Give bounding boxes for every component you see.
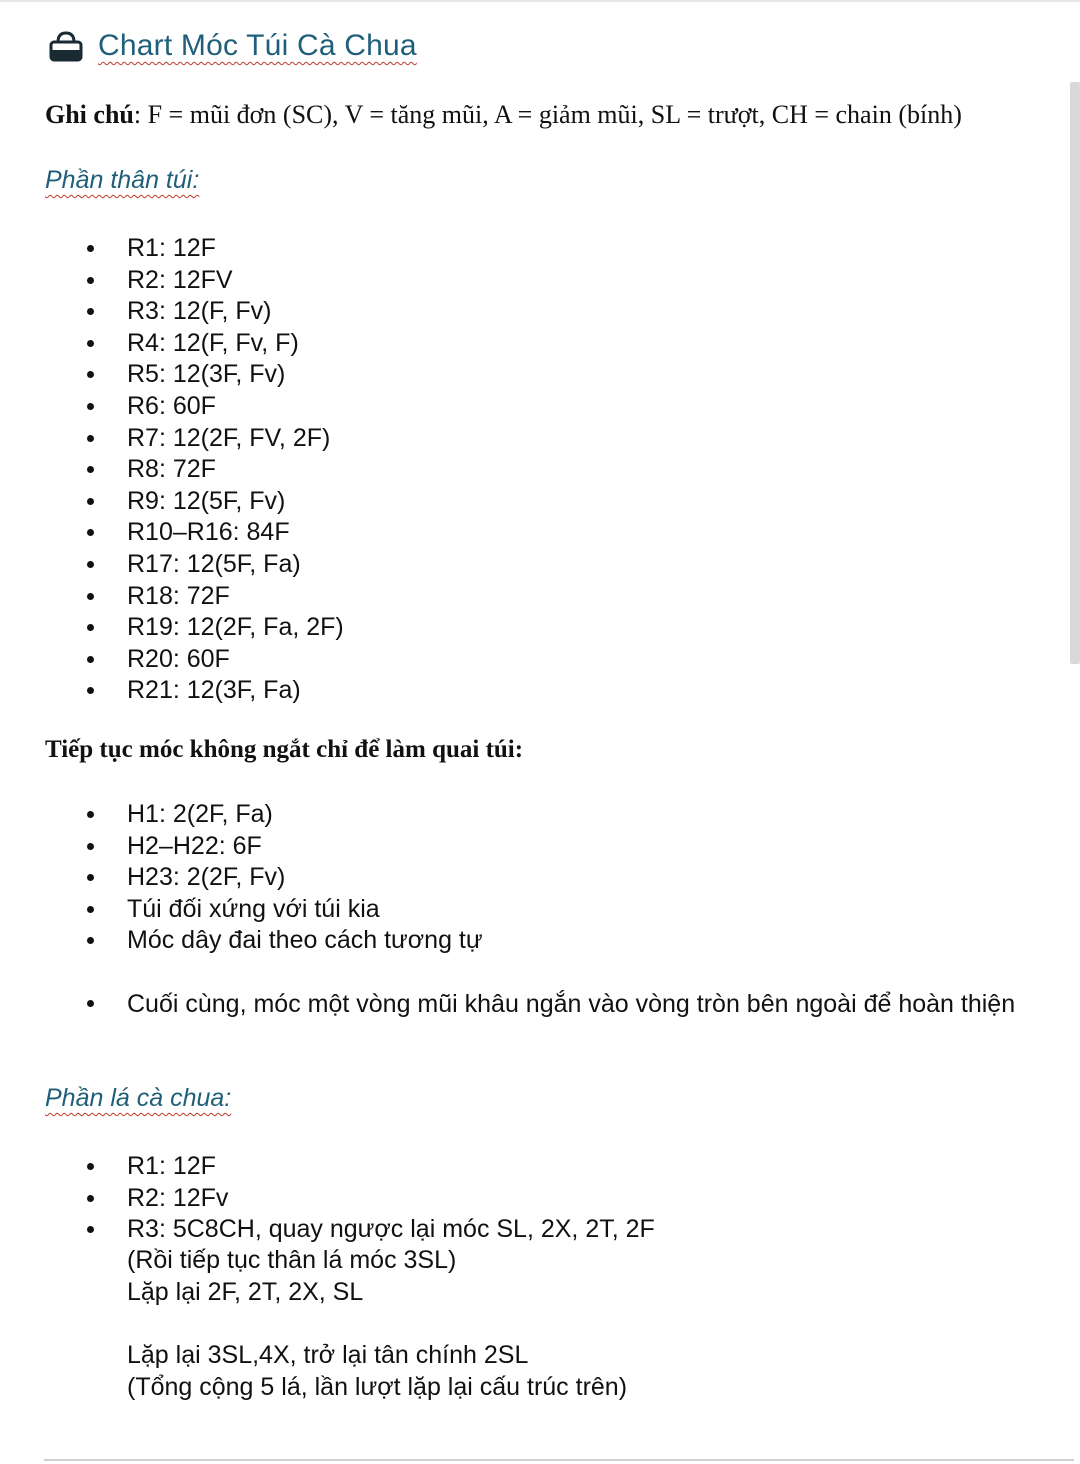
list-item: R18: 72F [0, 581, 344, 613]
list-item: R7: 12(2F, FV, 2F) [0, 423, 344, 455]
leaf-repeat [127, 1340, 627, 1403]
list-item: R17: 12(5F, Fa) [0, 549, 344, 581]
leaf-rows-list [0, 1151, 655, 1246]
list-item: R1: 12F [0, 1151, 655, 1183]
leaf-repeat-line: (Tổng cộng 5 lá, lần lượt lặp lại cấu trúc trên) [127, 1372, 628, 1401]
list-item: R2: 12FV [0, 265, 344, 297]
leaf-repeat-line: Lặp lại 3SL,4X, trở lại tân chính 2SL [127, 1341, 529, 1369]
list-item: R1: 12F [0, 233, 344, 265]
bottom-divider [44, 1459, 1074, 1461]
body-section-heading: Phần thân túi: [45, 166, 200, 194]
legend-text: : F = mũi đơn (SC), V = tăng mũi, A = giảm mũi, SL = trượt, CH = chain (bính) [133, 100, 962, 129]
list-item: H2–H22: 6F [0, 831, 483, 863]
handle-rows-list [0, 799, 483, 957]
body-rows-list [0, 233, 344, 707]
legend-note [45, 100, 962, 130]
list-item: R6: 60F [0, 391, 344, 423]
bag-icon [48, 29, 84, 63]
list-item: R9: 12(5F, Fv) [0, 486, 344, 518]
leaf-section-heading: Phần lá cà chua: [45, 1084, 232, 1112]
list-item: R2: 12Fv [0, 1183, 655, 1215]
list-item: R3: 5C8CH, quay ngược lại móc SL, 2X, 2T, 2F [0, 1214, 655, 1246]
list-item: R19: 12(2F, Fa, 2F) [0, 612, 344, 644]
list-item: R5: 12(3F, Fv) [0, 359, 344, 391]
document-title-row [48, 26, 417, 66]
list-item: H1: 2(2F, Fa) [0, 799, 483, 831]
list-item: H23: 2(2F, Fv) [0, 862, 483, 894]
page-title: Chart Móc Túi Cà Chua [98, 29, 417, 62]
list-item: Móc dây đai theo cách tương tự [0, 925, 483, 957]
bullet [87, 1000, 94, 1007]
final-note-text: Cuối cùng, móc một vòng mũi khâu ngắn vào vòng tròn bên ngoài để hoàn thiện [127, 990, 1016, 1018]
leaf-continuation-line: (Rồi tiếp tục thân lá móc 3SL) [127, 1246, 457, 1274]
leaf-continuation-line: Lặp lại 2F, 2T, 2X, SL [127, 1277, 364, 1306]
vertical-scrollbar[interactable] [1070, 82, 1080, 664]
legend-label: Ghi chú [45, 100, 134, 129]
list-item: R8: 72F [0, 454, 344, 486]
list-item: R20: 60F [0, 644, 344, 676]
top-divider [0, 0, 1080, 2]
list-item: R21: 12(3F, Fa) [0, 675, 344, 707]
list-item: R4: 12(F, Fv, F) [0, 328, 344, 360]
list-item: R10–R16: 84F [0, 517, 344, 549]
list-item: Túi đối xứng với túi kia [0, 894, 483, 926]
handle-section-heading: Tiếp tục móc không ngắt chỉ để làm quai túi: [45, 736, 524, 763]
leaf-continuation [127, 1245, 456, 1308]
list-item: R3: 12(F, Fv) [0, 296, 344, 328]
